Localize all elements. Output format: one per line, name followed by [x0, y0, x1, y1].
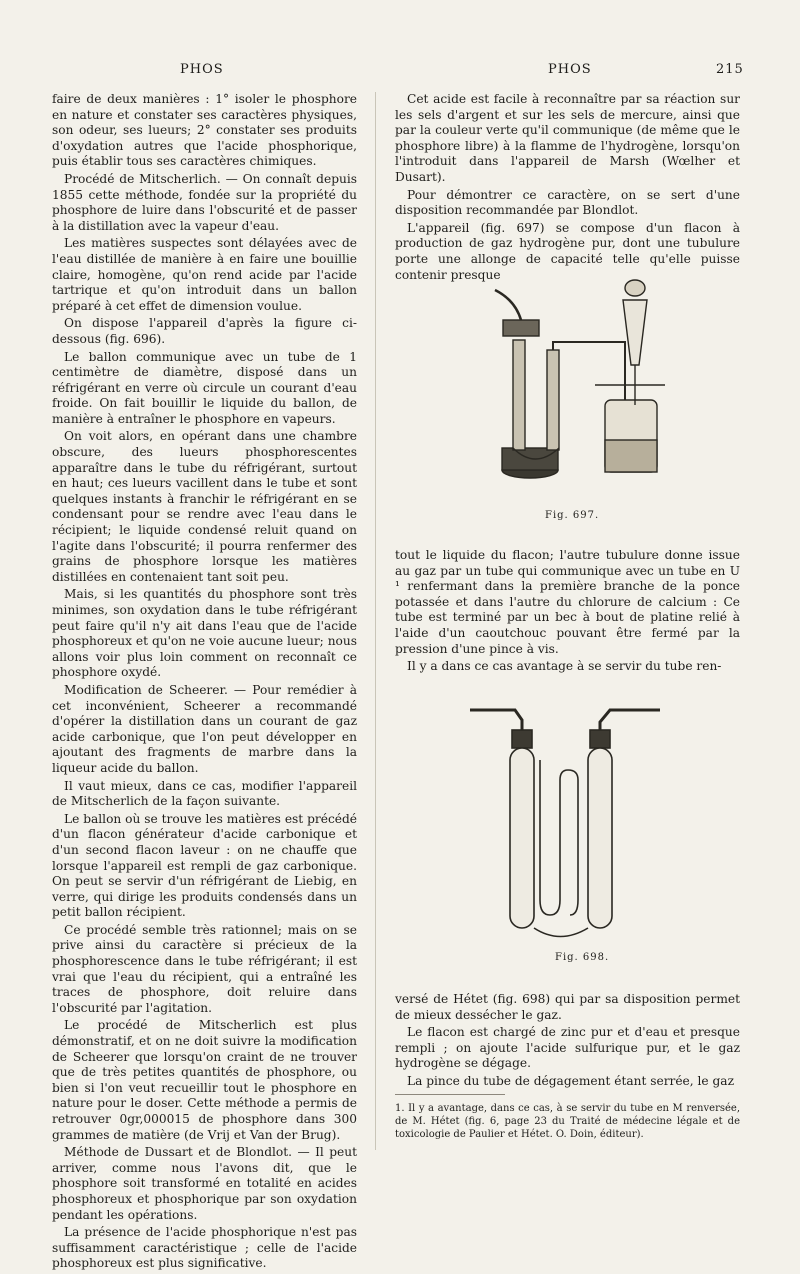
figure-697-caption: Fig. 697.	[545, 510, 600, 521]
paragraph: Il vaut mieux, dans ce cas, modifier l'appareil de Mitscherlich de la façon suivante.	[52, 778, 357, 809]
figure-697-apparatus-illustration	[455, 270, 685, 510]
right-column-middle	[395, 548, 740, 677]
paragraph: Méthode de Dussart et de Blondlot. — Il peut arriver, comme nous l'avons dit, que le phosphore soit transformé en totalité en acides phosphoreux et phosphorique par son oxydation pendant les opérations.	[52, 1145, 357, 1222]
paragraph: Procédé de Mitscherlich. — On connaît depuis 1855 cette méthode, fondée sur la propriété du phosphore de luire dans l'obscurité et de passer à la distillation avec la vapeur d'eau.	[52, 171, 357, 233]
running-head-left: PHOS	[180, 62, 224, 77]
paragraph: La présence de l'acide phosphorique n'est pas suffisamment caractéristique ; celle de l'acide phosphoreux est plus significative.	[52, 1225, 357, 1271]
paragraph: Mais, si les quantités du phosphore sont très minimes, son oxydation dans le tube réfrigérant peut faire qu'il n'y ait dans l'eau que de l'acide phosphoreux et qu'on ne voie aucune lueur; nous allons voir plus loin comment on reconnaît ce phosphore oxydé.	[52, 587, 357, 680]
paragraph: Ce procédé semble très rationnel; mais on se prive ainsi du caractère si précieux de la phosphorescence dans le tube réfrigérant; il est vrai que l'eau du récipient, qui a entraîné les traces de phosphore, doit reluire dans l'obscurité par l'agitation.	[52, 922, 357, 1015]
page-number: 215	[716, 62, 744, 77]
paragraph: La pince du tube de dégagement étant serrée, le gaz	[407, 1073, 734, 1088]
paragraph: Le ballon où se trouve les matières est précédé d'un flacon générateur d'acide carbonique et d'un second flacon laveur : on ne chauffe que lorsque l'appareil est rempli de gaz carbonique. On peut se servir d'un réfrigérant de Liebig, en verre, qui dirige les produits condensés dans un petit ballon récipient.	[52, 811, 357, 920]
paragraph: Modification de Scheerer. — Pour remédier à cet inconvénient, Scheerer a recommandé d'opérer la distillation dans un courant de gaz acide carbonique, que l'on peut développer en ajoutant des fragments de marbre dans la liqueur acide du ballon.	[52, 682, 357, 775]
paragraph: versé de Hétet (fig. 698) qui par sa disposition permet de mieux dessécher le gaz.	[395, 992, 740, 1022]
left-column	[52, 92, 357, 1274]
paragraph: Il y a dans ce cas avantage à se servir du tube ren-	[407, 659, 722, 674]
column-separator	[375, 92, 376, 1150]
paragraph: faire de deux manières : 1° isoler le phosphore en nature et constater ses caractères physiques, son odeur, ses lueurs; 2° constater ses produits d'oxydation autres que l'acide phosphorique, puis établir tous ses caractères chimiques.	[52, 92, 357, 169]
right-column-bottom	[395, 992, 740, 1092]
footnote: 1. Il y a avantage, dans ce cas, à se servir du tube en M renversée, de M. Hétet (fig. 6, page 23 du Traité de médecine légale et de toxicologie de Paulier et Hétet. O. Doin, éditeur).	[395, 1103, 740, 1140]
paragraph: Le ballon communique avec un tube de 1 centimètre de diamètre, disposé dans un réfrigérant en verre où circule un courant d'eau froide. On fait bouillir le liquide du ballon, de manière à entraîner le phosphore en vapeurs.	[52, 349, 357, 426]
paragraph: Les matières suspectes sont délayées avec de l'eau distillée de manière à en faire une bouillie claire, homogène, qu'on rend acide par l'acide tartrique et qu'on introduit dans un ballon préparé à cet effet de dimension voulue.	[52, 236, 357, 313]
figure-698-caption: Fig. 698.	[555, 952, 610, 963]
paragraph: On dispose l'appareil d'après la figure ci-dessous (fig. 696).	[52, 316, 357, 346]
paragraph: On voit alors, en opérant dans une chambre obscure, des lueurs phosphorescentes apparaître dans le tube du réfrigérant, surtout en haut; ces lueurs vacillent dans le tube et sont quelques instants à franchir le réfrigérant en se condensant pour se rendre avec l'eau dans le récipient; le liquide condensé reluit quand on l'agite dans l'obscurité; il pourra renfermer des grains de phosphore lorsque les matières distillées en contenaient tant soit peu.	[52, 429, 357, 584]
paragraph: Pour démontrer ce caractère, on se sert d'une disposition recommandée par Blondlot.	[395, 187, 740, 218]
footnote-rule	[395, 1094, 505, 1095]
figure-698-tube-illustration	[460, 700, 680, 950]
running-head-right: PHOS	[548, 62, 592, 77]
right-column-top	[395, 92, 740, 285]
paragraph: Cet acide est facile à reconnaître par sa réaction sur les sels d'argent et sur les sels de mercure, ainsi que par la couleur verte qu'il communique (de même que le phosphore libre) à la flamme de l'hydrogène, lorsqu'on l'introduit dans l'appareil de Marsh (Wœlher et Dusart).	[395, 92, 740, 184]
paragraph: Le procédé de Mitscherlich est plus démonstratif, et on ne doit suivre la modification de Scheerer que lorsqu'on craint de ne trouver que de très petites quantités de phosphore, ou bien si l'on veut recueillir tout le phosphore en nature pour le doser. Cette méthode a permis de retrouver 0gr,000015 de phosphore dans 300 grammes de matière (de Vrij et Van der Brug).	[52, 1018, 357, 1142]
paragraph: Le flacon est chargé de zinc pur et d'eau et presque rempli ; on ajoute l'acide sulfurique pur, et le gaz hydrogène se dégage.	[395, 1025, 740, 1071]
paragraph: tout le liquide du flacon; l'autre tubulure donne issue au gaz par un tube qui communique avec un tube en U ¹ renfermant dans la première branche de la ponce potassée et dans l'autre du chlorure de calcium : Ce tube est terminé par un bec à bout de platine relié à l'aide d'un caoutchouc pouvant être fermé par la pression d'une pince à vis.	[395, 548, 740, 656]
paragraph: L'appareil (fig. 697) se compose d'un flacon à production de gaz hydrogène pur, dont une tubulure porte une allonge de capacité telle qu'elle puisse contenir presque	[395, 220, 740, 282]
